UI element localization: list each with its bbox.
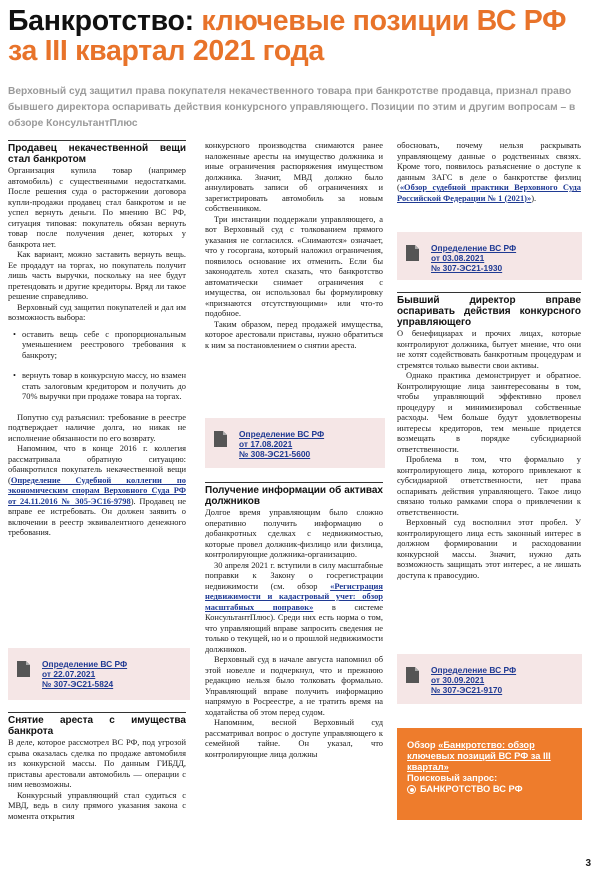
paragraph: Верховный суд восполнил этот пробел. У контролирующего лица есть законный интерес в должном формировании и расходовании конкурсной массы. Значит, нужно дать возможность защищать этот интерес, а не лишать доступа к правосудию. xyxy=(397,517,581,580)
review-link[interactable]: «Регистрация недвижимости и кадастровый учет: обзор масштабных поправок» xyxy=(205,580,383,612)
ruling-reference-box[interactable] xyxy=(8,648,190,700)
promo-label: Обзор xyxy=(407,740,439,750)
bullet-list xyxy=(8,329,186,402)
title-part2: ключевые позиции ВС РФ за III квартал 2021 года xyxy=(8,5,567,67)
paragraph: О бенефициарах и прочих лицах, которые контролируют должника, бытует мнение, что они не хотят содействовать банкротным процедурам и стремятся только вывести свои активы. xyxy=(397,328,581,370)
ruling-link[interactable]: Определение ВС РФ от 30.09.2021 № 307-ЭС21-9170 xyxy=(431,665,517,695)
paragraph: Организация купила товар (например автомобиль) с существенными недостатками. После решения суда о расторжении договора купли-продажи продавец стал банкротом и не успел вернуть деньги. По мнению ВС РФ, ситуация типовая: покупатель обязан вернуть товар после получения денег, которых у банкрота нет. xyxy=(8,165,186,249)
search-query: БАНКРОТСТВО ВС РФ xyxy=(420,784,523,794)
paragraph: обосновать, почему нельзя раскрывать управляющему данные о родственных связях. Кроме того, появилось разъяснение о доступе к данным ЗАГС в деле о банкротстве физлиц («Обзор судебной практики Верховного Суда Российской Федерации № 1 (2021)»). xyxy=(397,140,581,203)
promo-search-label: Поисковый запрос: xyxy=(407,773,498,783)
section-divider xyxy=(397,292,581,293)
column-2-bottom xyxy=(205,482,383,759)
section-heading: Продавец некачественной вещи стал банкротом xyxy=(8,143,186,165)
column-1-bottom xyxy=(8,712,186,821)
column-1 xyxy=(8,140,186,538)
section-divider xyxy=(8,140,186,141)
ruling-reference-box[interactable] xyxy=(397,232,582,280)
paragraph: В деле, которое рассмотрел ВС РФ, под угрозой срыва оказалась сделка по продаже автомобиля из конкурсной массы. По данным ГИБДД, приставы арестовали автомобиль — операции с ним невозможны. xyxy=(8,737,186,789)
document-icon xyxy=(406,245,419,261)
section-divider xyxy=(8,712,186,713)
ruling-reference-box[interactable] xyxy=(205,418,385,468)
paragraph: Попутно суд разъяснил: требование в реестре подтверждает наличие долга, но никак не исполнение обязанности по его возврату. xyxy=(8,411,186,443)
ruling-link[interactable]: Определение ВС РФ от 03.08.2021 № 307-ЭС21-1930 xyxy=(431,243,517,273)
court-ruling-link[interactable]: Определение Судебной коллегии по экономическим спорам Верховного Суда РФ от 24.11.2016 № 305-ЭС16-9798 xyxy=(8,474,186,506)
column-3 xyxy=(397,140,581,203)
search-query-link[interactable] xyxy=(407,784,577,795)
page-number: 3 xyxy=(585,858,591,869)
section-heading: Бывший директор вправе оспаривать действия конкурсного управляющего xyxy=(397,295,581,328)
paragraph: Три инстанции поддержали управляющего, а вот Верховный суд с толкованием прямого указания не согласился. «Снимаются» означает, что у госоргана, который наложил ограничения, появилось основание их отменить. Если бы законодатель хотел сказать, что банкротство автоматически снимает ограничения с имущества, он использовал бы формулировку «признаются отсутствующими» или что-то подобное. xyxy=(205,213,383,318)
paragraph: Верховный суд защитил покупателей и дал им возможность выбора: xyxy=(8,301,186,322)
promo-review-link[interactable]: «Банкротство: обзор ключевых позиций ВС РФ за III квартал» xyxy=(407,740,551,772)
document-icon xyxy=(406,667,419,683)
section-divider xyxy=(205,482,383,483)
document-icon xyxy=(214,431,227,447)
document-icon xyxy=(17,661,30,677)
page-title xyxy=(8,6,594,66)
paragraph: Верховный суд в начале августа напомнил об этой новелле и подчеркнул, что и прежнюю редакцию нельзя было толковать формально. Управляющий вправе получить информацию напрямую в Росреестре, а не тратить время на ходатайства об этом перед судом. xyxy=(205,654,383,717)
list-item: • вернуть товар в конкурсную массу, но взамен стать залоговым кредитором и получить до 70% выручки при продаже товара на торгах. xyxy=(22,370,186,402)
ruling-reference-box[interactable] xyxy=(397,654,582,704)
paragraph: Однако практика демонстрирует и обратное. Контролирующие лица заинтересованы в том, чтобы управляющий эффективно провел процедуру и минимизировал собственные расходы. Чем больше будут удовлетворены интересы кредиторов, тем меньше придется возмещать в порядке субсидиарной ответственности. xyxy=(397,370,581,454)
paragraph: Напомним, что в конце 2016 г. коллегия рассматривала обратную ситуацию: обанкротился покупатель некачественной вещи (Определение Судебной коллегии по экономическим спорам Верховного Суда РФ от 24.11.2016 № 305-ЭС16-9798). Продавец не вправе ее истребовать. Он должен заявить о включении в реестр эквивалентного денежного требования. xyxy=(8,443,187,537)
section-heading: Снятие ареста с имущества банкрота xyxy=(8,715,186,737)
paragraph: Напомним, весной Верховный суд рассматривал вопрос о доступе управляющего к семейной тайне. Он указал, что контролирующие лица должны xyxy=(205,717,383,759)
practice-review-link[interactable]: «Обзор судебной практики Верховного Суда Российской Федерации № 1 (2021)» xyxy=(397,182,581,203)
column-2 xyxy=(205,140,383,350)
paragraph: Таким образом, перед продажей имущества, которое арестовали приставы, нужно обратиться к ним за постановлением о снятии ареста. xyxy=(205,318,383,350)
list-item: • оставить вещь себе с пропорциональным уменьшением реестрового требования к банкроту; xyxy=(22,329,186,361)
paragraph: Проблема в том, что формально у контролирующего лица, которого привлекают к субсидиарной ответственности, нет права оспаривать действия управляющего. Такое лицо связано только рамками спора о привлечении к ответственности. xyxy=(397,454,581,517)
column-3-middle xyxy=(397,292,581,580)
promo-box xyxy=(397,728,582,820)
paragraph: конкурсного производства снимаются ранее наложенные аресты на имущество должника и иные ограничения распоряжения имуществом должника. Значит, МВД должно было аннулировать записи об ограничениях и зарегистрировать автомобиль за новым собственником. xyxy=(205,140,383,213)
lead-paragraph: Верховный суд защитил права покупателя некачественного товара при банкротстве продавца, признал право бывшего директора оспаривать действия конкурсного управляющего. Позиции по этим и другим вопросам – в обзоре КонсультантПлюс xyxy=(8,86,576,129)
section-heading: Получение информации об активах должников xyxy=(205,485,383,507)
paragraph: Конкурсный управляющий стал судиться с МВД, ведь в силу прямого указания закона с момента открытия xyxy=(8,789,186,821)
paragraph: 30 апреля 2021 г. вступили в силу масштабные поправки к Закону о госрегистрации недвижимости (см. обзор «Регистрация недвижимости и кадастровый учет: обзор масштабных поправок» в системе КонсультантПлюс). Среди них есть норма о том, что управляющий вправе запросить сведения не только о текущей, но и о прошлой недвижимости должников. xyxy=(205,559,384,654)
ruling-link[interactable]: Определение ВС РФ от 22.07.2021 № 307-ЭС21-5824 xyxy=(42,659,128,689)
paragraph: Как вариант, можно заставить вернуть вещь. Ее продадут на торгах, но покупатель получит лишь часть выручки, поскольку на нее будут претендовать и другие кредиторы. Вряд ли такое решение справедливо. xyxy=(8,249,186,301)
paragraph: Долгое время управляющим было сложно оперативно получить информацию о добанкротных сделках с недвижимостью, которые провел должник-физлицо или физлица, контролирующие должника-организацию. xyxy=(205,507,383,559)
search-icon xyxy=(407,785,416,794)
ruling-link[interactable]: Определение ВС РФ от 17.08.2021 № 308-ЭС21-5600 xyxy=(239,429,325,459)
title-part1: Банкротство: xyxy=(8,5,202,37)
